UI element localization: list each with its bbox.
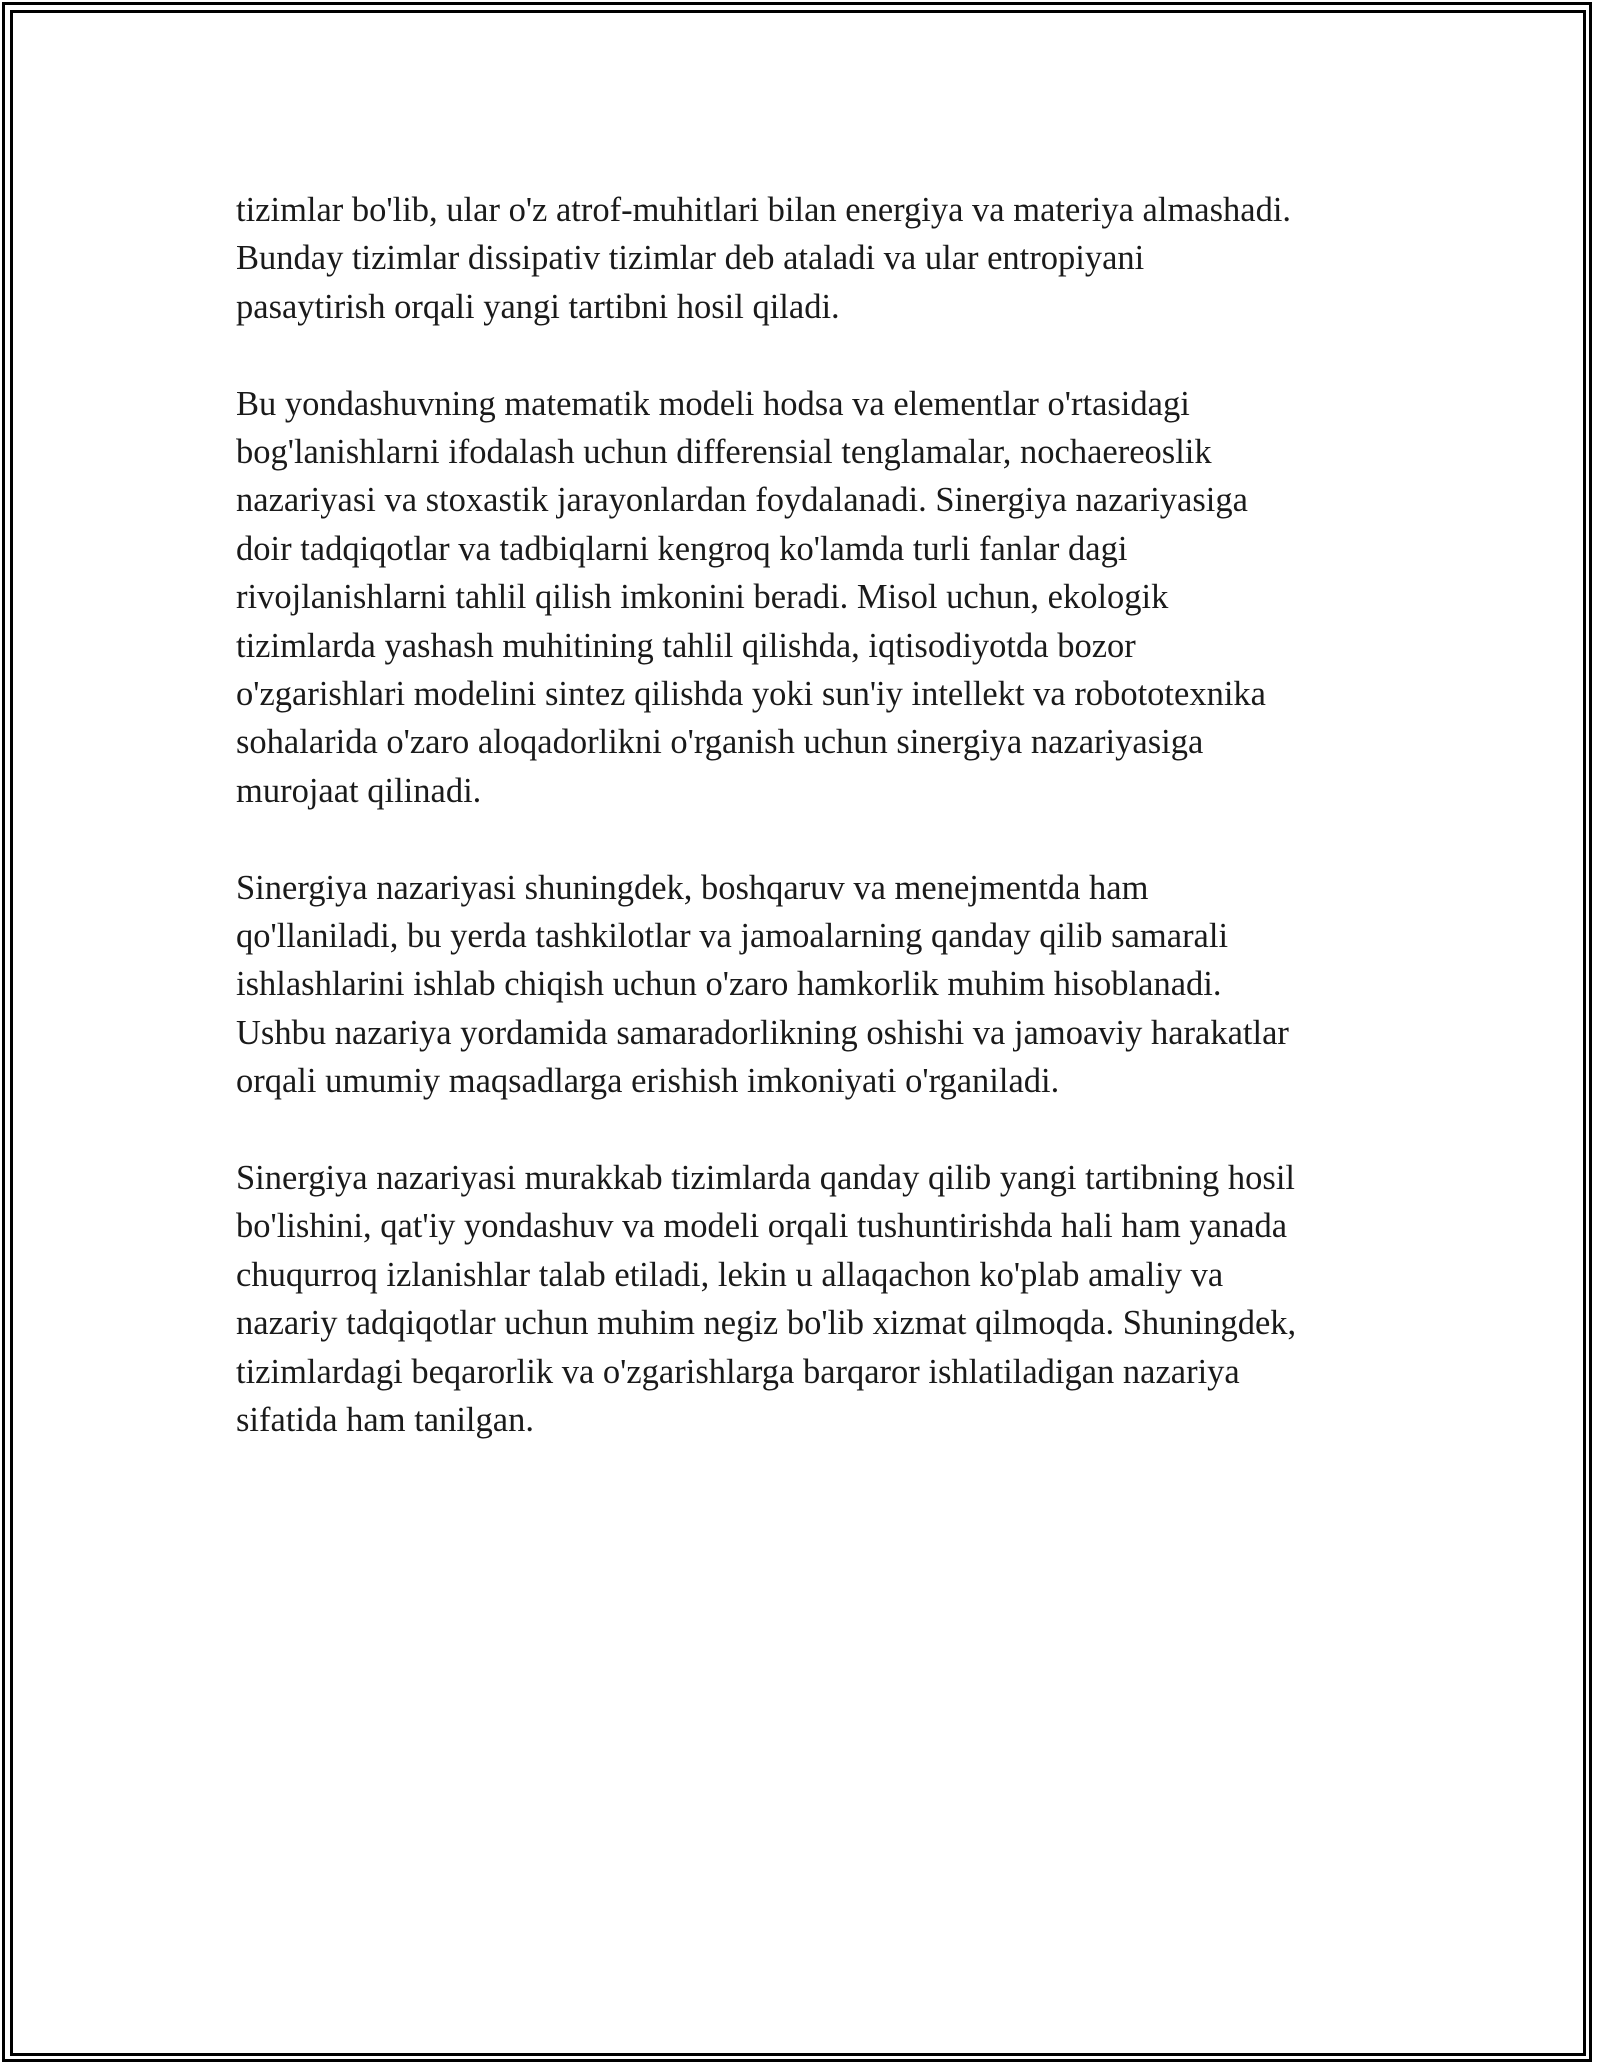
text-line: tizimlar bo'lib, ular o'z atrof-muhitlari bilan energiya va materiya almashadi. [236, 191, 1292, 229]
text-line: orqali umumiy maqsadlarga erishish imkoniyati o'rganiladi. [236, 1062, 1060, 1101]
text-line: tizimlardagi beqarorlik va o'zgarishlarga barqaror ishlatiladigan nazariya [236, 1352, 1240, 1391]
text-line: qo'llaniladi, bu yerda tashkilotlar va jamoalarning qanday qilib samarali [236, 917, 1229, 956]
paragraph-3 [236, 864, 1386, 1106]
text-line: bo'lishini, qat'iy yondashuv va modeli orqali tushuntirishda hali ham yanada [236, 1207, 1288, 1246]
text-line: Bunday tizimlar dissipativ tizimlar deb ataladi va ular entropiyani [236, 239, 1145, 278]
text-line: bog'lanishlarni ifodalash uchun differensial tenglamalar, nochaereoslik [236, 433, 1212, 472]
text-line: o'zgarishlari modelini sintez qilishda yoki sun'iy intellekt va robototexnika [236, 675, 1266, 714]
text-line: ishlashlarini ishlab chiqish uchun o'zaro hamkorlik muhim hisoblanadi. [236, 965, 1222, 1004]
text-line: Sinergiya nazariyasi shuningdek, boshqaruv va menejmentda ham [236, 868, 1149, 907]
text-line: pasaytirish orqali yangi tartibni hosil qiladi. [236, 287, 840, 326]
text-line: Sinergiya nazariyasi murakkab tizimlarda qanday qilib yangi tartibning hosil [236, 1159, 1296, 1198]
document-body [236, 186, 1386, 1493]
paragraph-2 [236, 380, 1386, 816]
text-line: Ushbu nazariya yordamida samaradorlikning oshishi va jamoaviy harakatlar [236, 1013, 1289, 1052]
text-line: rivojlanishlarni tahlil qilish imkonini beradi. Misol uchun, ekologik [236, 578, 1169, 617]
text-line: sifatida ham tanilgan. [236, 1401, 534, 1440]
paragraph-4 [236, 1154, 1386, 1444]
text-line: Bu yondashuvning matematik modeli hodsa va elementlar o'rtasidagi [236, 384, 1190, 423]
text-line: tizimlarda yashash muhitining tahlil qilishda, iqtisodiyotda bozor [236, 626, 1136, 665]
text-line: nazariy tadqiqotlar uchun muhim negiz bo'lib xizmat qilmoqda. Shuningdek, [236, 1304, 1297, 1343]
text-line: chuqurroq izlanishlar talab etiladi, lekin u allaqachon ko'plab amaliy va [236, 1255, 1224, 1294]
text-line: sohalarida o'zaro aloqadorlikni o'rganish uchun sinergiya nazariyasiga [236, 723, 1204, 762]
paragraph-1 [236, 186, 1386, 331]
text-line: doir tadqiqotlar va tadbiqlarni kengroq ko'lamda turli fanlar dagi [236, 529, 1128, 568]
text-line: murojaat qilinadi. [236, 771, 482, 810]
text-line: nazariyasi va stoxastik jarayonlardan foydalanadi. Sinergiya nazariyasiga [236, 481, 1248, 520]
